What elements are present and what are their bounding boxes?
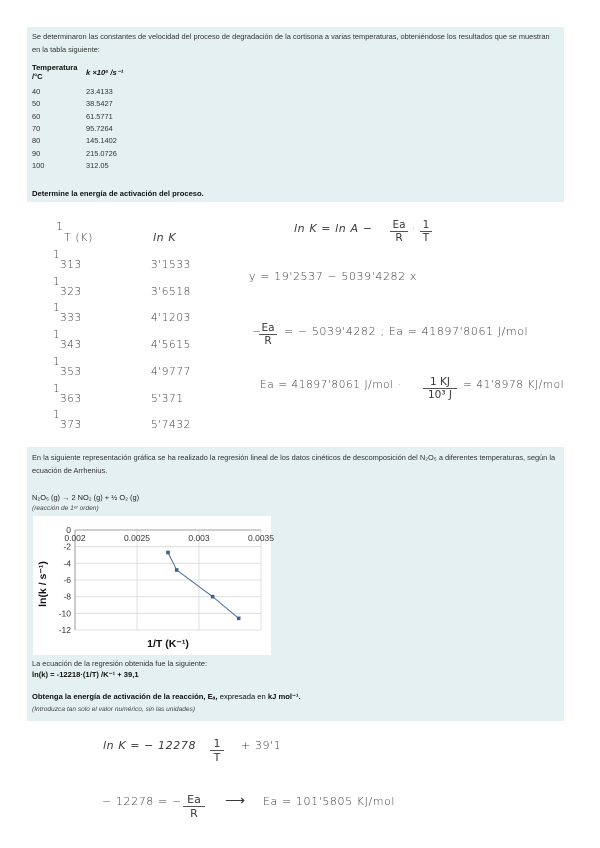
y-tick-label: -8: [63, 591, 71, 602]
w2-eq2-frac: [183, 793, 205, 820]
data-point: [237, 617, 241, 621]
table-header-temp-line1: Temperatura: [32, 63, 78, 72]
w2-eq2-frac-den: R: [190, 807, 198, 820]
eq4-right: = 41'8978 KJ/mol: [463, 379, 565, 391]
eq3-frac-den: R: [264, 335, 272, 347]
problem-1-intro: Se determinaron las constantes de velocidad del proceso de degradación de la cortisona a varias temperaturas, obteniéndose los resultados que se muestran en la tabla siguiente:: [32, 32, 550, 54]
table-cell-temp: 50: [32, 99, 41, 109]
w2-eq1-right: + 39'1: [241, 739, 282, 752]
table-cell-k: 95.7264: [86, 123, 113, 133]
work-row-temp: 323: [60, 285, 82, 298]
table-header-temp-line2: /°C: [32, 72, 43, 81]
eq4-frac-kj: [423, 376, 457, 401]
table-cell-temp: 90: [32, 148, 41, 158]
table-cell-k: 38.5427: [86, 99, 113, 109]
question-normal: expresada en: [219, 692, 266, 701]
table-cell-k: 61.5771: [86, 111, 113, 121]
x-tick-label: 0.0035: [248, 533, 274, 543]
work-row-one: 1: [53, 302, 61, 315]
header-invT: T (K): [64, 231, 94, 244]
x-axis-label: 1/T (K⁻¹): [147, 638, 189, 650]
eq1-frac-ea-r: [390, 219, 408, 244]
eq1-frac-den: R: [395, 232, 403, 244]
w2-eq2-left: − 12278 = −: [102, 795, 182, 808]
y-axis-label: ln(k / s⁻¹): [37, 561, 49, 607]
header-lnK: ln K: [153, 231, 177, 244]
eq3-frac-ea-r: [259, 322, 277, 347]
eq4-frac-num: 1 KJ: [423, 376, 457, 389]
work-row-lnk: 5'371: [151, 392, 184, 405]
w2-arrow: ⟶: [225, 793, 246, 809]
y-tick-label: -12: [58, 625, 71, 635]
table-cell-k: 312.05: [86, 160, 109, 170]
data-point: [211, 595, 215, 599]
table-cell-temp: 80: [32, 136, 41, 146]
problem-2-intro: En la siguiente representación gráfica se ha realizado la regresión lineal de los datos cinéticos de descomposición del N₂O₅ a diferentes temperaturas, según la ecuación de Arrhenius.: [32, 453, 556, 475]
eq1-left: ln K = ln A −: [294, 222, 373, 235]
table-cell-temp: 40: [32, 87, 41, 96]
eq3-rest: = − 5039'4282 ; Ea = 41897'8061 J/mol: [284, 325, 529, 338]
table-cell-temp: 60: [32, 111, 41, 121]
table-header-k: k ×10⁶ /s⁻¹: [86, 68, 124, 77]
work-row-temp: 363: [60, 392, 82, 405]
table-cell-temp: 70: [32, 123, 41, 133]
eq1-frac2-den: T: [422, 232, 430, 244]
data-point: [175, 568, 179, 572]
w2-eq2-frac-num: Ea: [183, 793, 205, 807]
y-tick-label: -2: [63, 541, 71, 552]
table-cell-k: 23.4133: [86, 87, 113, 96]
question-bold: Obtenga la energía de activación de la reacción, Eₐ,: [32, 692, 218, 701]
table-cell-k: 145.1402: [86, 136, 117, 146]
work-row-lnk: 3'1533: [151, 259, 191, 271]
work-row-temp: 343: [60, 339, 82, 352]
work-row-temp: 333: [60, 312, 82, 325]
eq3-minus: −: [252, 325, 262, 338]
problem-2-question: [32, 692, 301, 701]
eq1-frac2-num: 1: [420, 219, 432, 232]
work-row-one: 1: [53, 409, 61, 422]
reaction-order: (reacción de 1ᵉʳ orden): [32, 505, 99, 512]
work-row-one: 1: [53, 382, 61, 395]
work-row-lnk: 3'6518: [151, 285, 191, 298]
regression-label: La ecuación de la regresión obtenida fue la siguiente:: [32, 659, 208, 668]
x-tick-label: 0.002: [64, 533, 86, 543]
y-tick-label: -6: [63, 575, 71, 585]
arrhenius-chart-svg: [33, 516, 274, 655]
table-cell-temp: 100: [32, 160, 45, 170]
y-tick-label: -10: [58, 608, 71, 619]
work-row-temp: 353: [60, 365, 82, 378]
y-tick-label: -4: [63, 558, 71, 569]
question-units: kJ mol⁻¹.: [267, 692, 301, 701]
arrhenius-chart: [33, 516, 274, 655]
work-row-lnk: 4'9777: [151, 365, 191, 378]
reaction-equation: N₂O₅ (g) → 2 NO₂ (g) + ½ O₂ (g): [32, 493, 140, 502]
x-tick-label: 0.0025: [124, 533, 150, 543]
eq2-regression: y = 19'2537 − 5039'4282 x: [249, 270, 417, 283]
data-point: [166, 551, 170, 555]
series-line: [168, 553, 239, 619]
work-row-one: 1: [53, 249, 61, 261]
problem-2-note: (Introduzca tan solo el valor numérico, sin las unidades): [32, 706, 196, 713]
regression-equation: ln(k) = -12218·(1/T) /K⁻¹ + 39,1: [32, 670, 139, 679]
eq1-frac-1-t: [420, 219, 432, 244]
w2-eq1-frac-den: T: [213, 751, 221, 764]
work-row-one: 1: [53, 355, 61, 368]
problem-1-question: Determine la energía de activación del proceso.: [32, 189, 204, 198]
eq4-left: Ea = 41897'8061 J/mol ·: [260, 379, 402, 391]
work-row-lnk: 4'5615: [151, 339, 191, 352]
work-row-temp: 313: [60, 259, 82, 271]
work-row-one: 1: [53, 275, 61, 288]
w2-eq2-right: Ea = 101'5805 KJ/mol: [263, 795, 396, 808]
table-cell-k: 215.0726: [86, 148, 117, 158]
w2-eq1-left: ln K = − 12278: [103, 739, 197, 752]
eq4-frac-den: 10³ J: [427, 389, 452, 401]
work-row-lnk: 4'1203: [151, 312, 191, 325]
w2-eq1-frac: [210, 737, 224, 764]
x-tick-label: 0.003: [188, 533, 210, 543]
header-one: 1: [56, 220, 64, 233]
y-tick-label: 0: [66, 525, 71, 535]
w2-eq1-frac-num: 1: [210, 737, 224, 751]
eq1-dot: ·: [412, 222, 417, 235]
work-row-temp: 373: [60, 419, 82, 432]
table-header-temp: [32, 63, 77, 81]
eq1-frac-num: Ea: [390, 219, 408, 232]
work-row-lnk: 5'7432: [151, 419, 191, 432]
work-row-one: 1: [53, 329, 61, 342]
problem-1-panel: [27, 27, 564, 202]
eq3-frac-num: Ea: [259, 322, 277, 335]
